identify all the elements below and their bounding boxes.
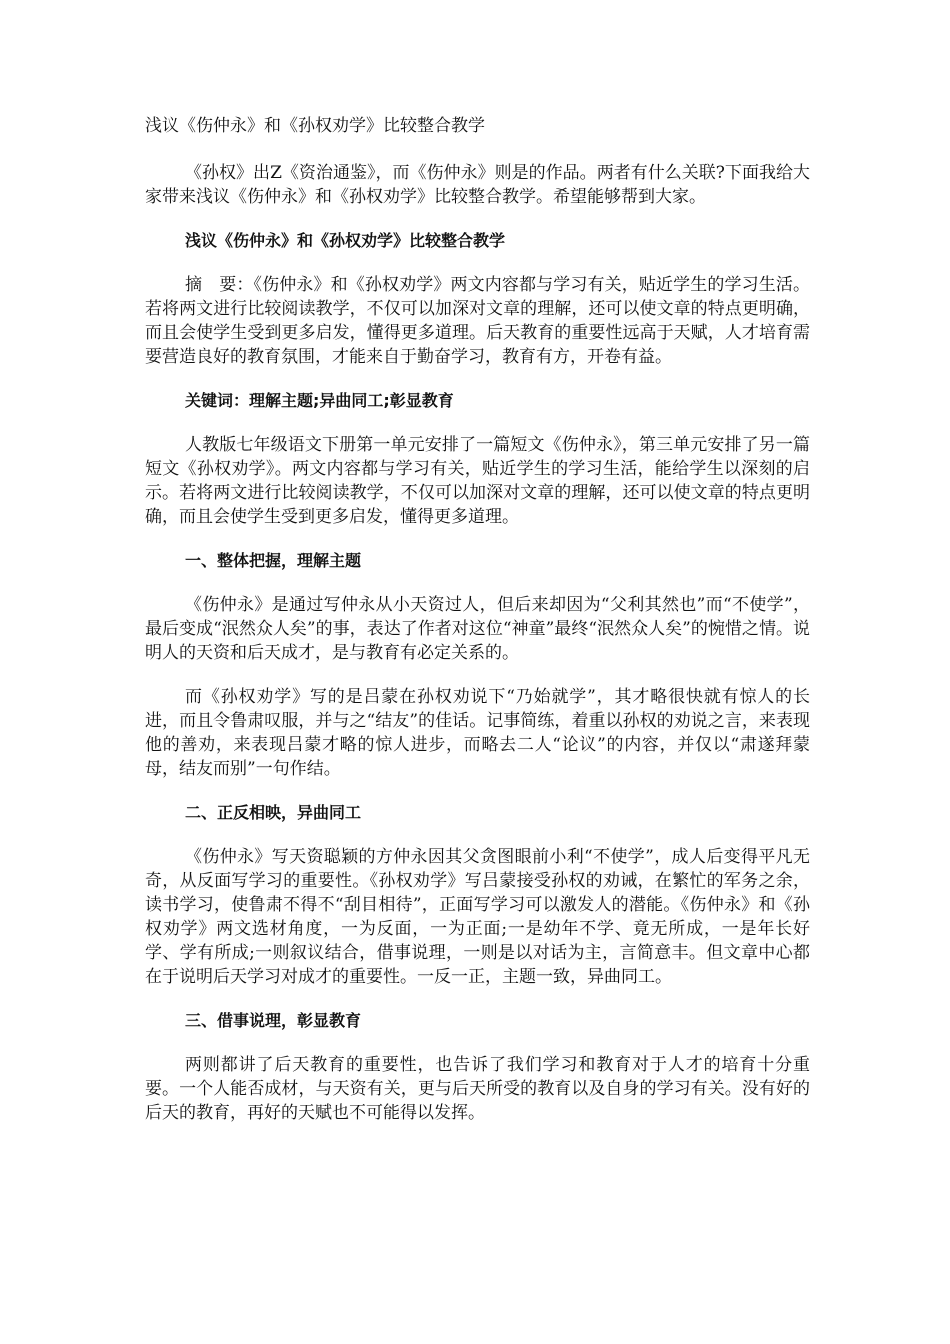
document-title: 浅议《伤仲永》和《孙权劝学》比较整合教学 — [145, 116, 485, 136]
section-heading-3: 三、借事说理，彰显教育 — [185, 1011, 362, 1030]
keywords-line: 关键词：理解主题;异曲同工;彰显教育 — [185, 391, 454, 410]
section-heading-1: 一、整体把握，理解主题 — [185, 551, 362, 570]
body-paragraph-4: 《伤仲永》写天资聪颖的方仲永因其父贪图眼前小利“不使学”，成人后变得平凡无奇，从反面写学习的重要性。《孙权劝学》写吕蒙接受孙权的劝诫，在繁忙的军务之余，读书学习，使鲁肃不得不“刮目相待”，正面写学习可以激发人的潜能。《伤仲永》和《孙权劝学》两文选材角度，一为反面，一为正面;一是幼年不学、竟无所成，一是年长好学、学有所成;一则叙议结合，借事说理，一则是以对话为主，言简意丰。但文章中心都在于说明后天学习对成才的重要性。一反一正，主题一致，异曲同工。 — [145, 847, 810, 987]
body-paragraph-5: 两则都讲了后天教育的重要性，也告诉了我们学习和教育对于人才的培育十分重要。一个人能否成材，与天资有关，更与后天所受的教育以及自身的学习有关。没有好的后天的教育，再好的天赋也不可能得以发挥。 — [145, 1055, 810, 1123]
body-paragraph-1: 人教版七年级语文下册第一单元安排了一篇短文《伤仲永》，第三单元安排了另一篇短文《孙权劝学》。两文内容都与学习有关，贴近学生的学习生活，能给学生以深刻的启示。若将两文进行比较阅读教学，不仅可以加深对文章的理解，还可以使文章的特点更明确，而且会使学生受到更多启发，懂得更多道理。 — [145, 435, 810, 527]
intro-paragraph: 《孙权》出Z《资治通鉴》，而《伤仲永》则是的作品。两者有什么关联?下面我给大家带来浅议《伤仲永》和《孙权劝学》比较整合教学。希望能够帮到大家。 — [145, 163, 810, 207]
abstract-paragraph: 摘 要：《伤仲永》和《孙权劝学》两文内容都与学习有关，贴近学生的学习生活。若将两文进行比较阅读教学，不仅可以加深对文章的理解，还可以使文章的特点更明确，而且会使学生受到更多启发，懂得更多道理。后天教育的重要性远高于天赋，人才培育需要营造良好的教育氛围，才能来自于勤奋学习，教育有方，开卷有益。 — [145, 275, 810, 367]
document-page — [145, 113, 810, 1145]
body-paragraph-2: 《伤仲永》是通过写仲永从小天资过人，但后来却因为“父利其然也”而“不使学”，最后变成“泯然众人矣”的事，表达了作者对这位“神童”最终“泯然众人矣”的惋惜之情。说明人的天资和后天成才，是与教育有必定关系的。 — [145, 595, 810, 663]
article-title: 浅议《伤仲永》和《孙权劝学》比较整合教学 — [185, 231, 506, 250]
section-heading-2: 二、正反相映，异曲同工 — [185, 803, 362, 822]
body-paragraph-3: 而《孙权劝学》写的是吕蒙在孙权劝说下“乃始就学”，其才略很快就有惊人的长进，而且令鲁肃叹服，并与之“结友”的佳话。记事简练，着重以孙权的劝说之言，来表现他的善劝，来表现吕蒙才略的惊人进步，而略去二人“论议”的内容，并仅以“肃遂拜蒙母，结友而别”一句作结。 — [145, 687, 810, 779]
